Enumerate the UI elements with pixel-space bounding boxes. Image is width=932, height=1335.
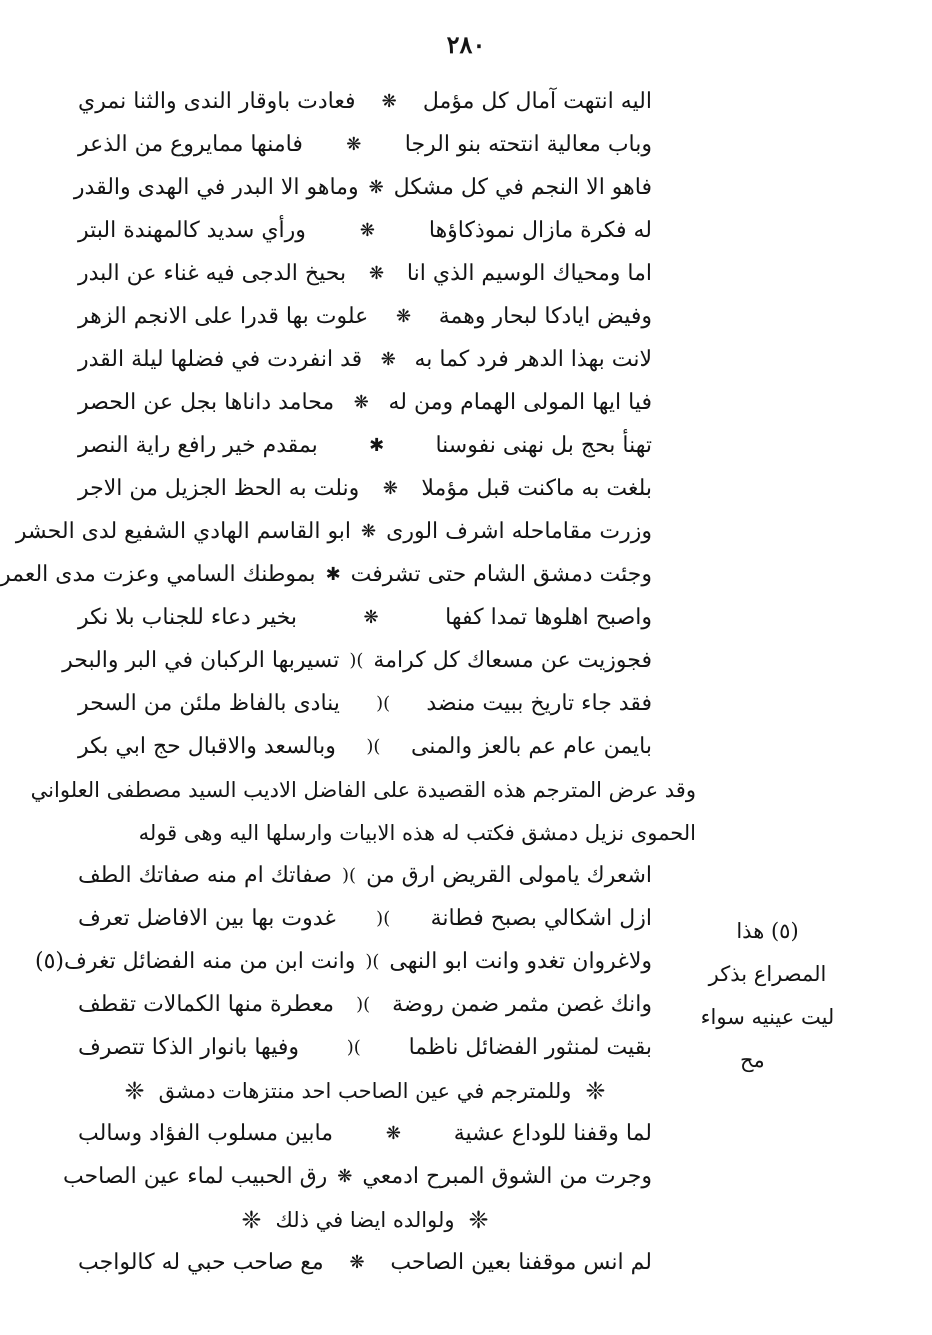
verse-first-hemistich: فاهو الا النجم في كل مشكل (393, 175, 652, 200)
verse-separator: ❋ (385, 1123, 401, 1144)
verse-line (70, 725, 660, 768)
margin-note-line: ليت عينيه سواء (700, 1005, 835, 1029)
verse-second-hemistich: قد انفردت في فضلها ليلة القدر (78, 347, 363, 372)
section-heading (70, 1198, 660, 1241)
verse-separator: )( (376, 693, 391, 714)
verse-second-hemistich: وبالسعد والاقبال حج ابي بكر (78, 734, 336, 759)
verse-second-hemistich: بحيخ الدجى فيه غناء عن البدر (78, 261, 347, 286)
prose-text: وقد عرض المترجم هذه القصيدة على الفاضل الاديب السيد مصطفى العلواني (30, 777, 696, 802)
verse-line (70, 596, 660, 639)
verse-first-hemistich: له فكرة مازال نموذكاؤها (428, 218, 652, 243)
verse-separator: )( (376, 908, 391, 929)
verse-line (35, 940, 660, 983)
verse-second-hemistich: مع صاحب حبي له كالواجب (78, 1250, 324, 1275)
verse-first-hemistich: فقد جاء تاريخ ببيت منضد (426, 691, 652, 716)
verse-separator: ❋ (349, 1252, 365, 1273)
verse-first-hemistich: وزرت مقاماحله اشرف الورى (386, 519, 652, 544)
verse-second-hemistich: غدوت بها بين الافاضل تعرف (78, 906, 336, 931)
verse-first-hemistich: اشعرك يامولى القريض ارق من (366, 863, 652, 888)
verse-separator: ❋ (363, 607, 379, 628)
ornament-icon: ❈ (468, 1205, 489, 1234)
verse-separator: ✱ (369, 435, 385, 456)
verse-first-hemistich: اليه انتهت آمال كل مؤمل (422, 89, 652, 114)
verse-second-hemistich: وانت ابن من منه الفضائل تغرف(٥) (35, 949, 356, 974)
verse-line (70, 854, 660, 897)
verse-separator: )( (365, 951, 380, 972)
verse-line (70, 1241, 660, 1284)
verse-separator: ❋ (381, 91, 397, 112)
verse-line (70, 209, 660, 252)
verse-separator: ❋ (337, 1166, 353, 1187)
verse-separator: ❋ (353, 392, 369, 413)
verse-line (15, 510, 660, 553)
margin-note-line: المصراع بذكر (708, 962, 827, 986)
verse-second-hemistich: فعادت باوقار الندى والثنا نمري (78, 89, 356, 114)
prose-line (22, 768, 700, 811)
verse-second-hemistich: ابو القاسم الهادي الشفيع لدى الحشر (15, 519, 352, 544)
verse-line (70, 1112, 660, 1155)
verse-line (70, 295, 660, 338)
verse-line (70, 1026, 660, 1069)
verse-second-hemistich: ورأي سديد كالمهندة البتر (78, 218, 306, 243)
verse-second-hemistich: تسيربها الركبان في البر والبحر (62, 648, 340, 673)
verse-first-hemistich: ولاغروان تغدو وانت ابو النهى (389, 949, 652, 974)
verse-second-hemistich: بخير دعاء للجناب بلا نكر (78, 605, 297, 630)
verse-second-hemistich: وفيها بانوار الذكا تتصرف (78, 1035, 299, 1060)
verse-first-hemistich: لما وقفنا للوداع عشية (453, 1121, 652, 1146)
verse-second-hemistich: صفاتك ام منه صفاتك الطف (78, 863, 332, 888)
verse-second-hemistich: معطرة منها الكمالات تقطف (78, 992, 335, 1017)
verse-separator: ❋ (368, 263, 385, 284)
verse-second-hemistich: مابين مسلوب الفؤاد وسالب (78, 1121, 334, 1146)
verse-second-hemistich: ونلت به الحظ الجزيل من الاجر (78, 476, 360, 501)
verse-first-hemistich: واصبح اهلوها تمدا كفها (445, 605, 652, 630)
ornament-icon: ❈ (585, 1076, 606, 1105)
verse-separator: )( (356, 994, 371, 1015)
verse-line (62, 639, 660, 682)
verse-second-hemistich: وماهو الا البدر في الهدى والقدر (73, 175, 359, 200)
margin-note-signature: مح (740, 1048, 765, 1072)
verse-first-hemistich: وانك غصن مثمر ضمن روضة (392, 992, 652, 1017)
verse-separator: ❋ (361, 521, 377, 542)
verse-separator: ✱ (325, 564, 341, 585)
verse-first-hemistich: وفيض ايادكا لبحار وهمة (438, 304, 652, 329)
heading-text: ولوالده ايضا في ذلك (275, 1207, 455, 1232)
verse-line (62, 1155, 660, 1198)
margin-note (700, 910, 835, 1082)
margin-note-line: (٥) هذا (736, 919, 799, 943)
verse-first-hemistich: لانت بهذا الدهر فرد كما به (414, 347, 652, 372)
verse-first-hemistich: فيا ايها المولى الهمام ومن له (388, 390, 652, 415)
verse-separator: )( (366, 736, 381, 757)
verse-first-hemistich: وباب معالية انتحته بنو الرجا (404, 132, 652, 157)
verse-separator: ❋ (380, 349, 396, 370)
verse-separator: ❋ (346, 134, 362, 155)
verse-first-hemistich: وجرت من الشوق المبرح ادمعي (362, 1164, 652, 1189)
verse-first-hemistich: بلغت به ماكنت قبل مؤملا (421, 476, 652, 501)
verse-second-hemistich: محامد داناها بجل عن الحصر (78, 390, 335, 415)
verse-line (70, 80, 660, 123)
page-number: ٢٨٠ (446, 30, 486, 59)
verse-first-hemistich: بقيت لمنثور الفضائل ناظما (408, 1035, 652, 1060)
verse-line (70, 897, 660, 940)
verse-line (70, 381, 660, 424)
verse-separator: ❋ (359, 220, 375, 241)
verse-second-hemistich: بمقدم خير رافع راية النصر (78, 433, 318, 458)
verse-line (70, 682, 660, 725)
verse-second-hemistich: بموطنك السامي وعزت مدى العمر (0, 562, 316, 587)
verse-separator: )( (341, 865, 357, 886)
main-text (0, 80, 696, 1284)
verse-line (70, 424, 660, 467)
verse-separator: )( (346, 1037, 361, 1058)
verse-separator: ❋ (395, 306, 412, 327)
prose-text: الحموى نزيل دمشق فكتب له هذه الابيات وارسلها اليه وهى قوله (138, 820, 696, 845)
section-heading (70, 1069, 660, 1112)
verse-line (70, 252, 660, 295)
verse-line (0, 553, 660, 596)
ornament-icon: ❈ (124, 1076, 145, 1105)
verse-second-hemistich: ينادى بالفاظ ملئن من السحر (78, 691, 340, 716)
verse-first-hemistich: تهنأ بحج بل نهنى نفوسنا (435, 433, 652, 458)
prose-line (22, 811, 700, 854)
verse-second-hemistich: فامنها ممايروع من الذعر (78, 132, 303, 157)
verse-first-hemistich: ازل اشكالي بصبح فطانة (430, 906, 652, 931)
verse-line (70, 983, 660, 1026)
verse-first-hemistich: اما ومحياك الوسيم الذي انا (406, 261, 652, 286)
verse-second-hemistich: علوت بها قدرا على الانجم الزهر (78, 304, 369, 329)
verse-separator: )( (349, 650, 364, 671)
verse-separator: ❋ (382, 478, 398, 499)
verse-first-hemistich: وجئت دمشق الشام حتى تشرفت (350, 562, 652, 587)
verse-first-hemistich: فجوزيت عن مسعاك كل كرامة (373, 648, 652, 673)
ornament-icon: ❈ (241, 1205, 262, 1234)
verse-line (70, 467, 660, 510)
heading-text: وللمترجم في عين الصاحب احد منتزهات دمشق (158, 1078, 572, 1103)
verse-line (70, 338, 660, 381)
verse-first-hemistich: لم انس موقفنا بعين الصاحب (390, 1250, 652, 1275)
verse-first-hemistich: بايمن عام عم بالعز والمنى (410, 734, 652, 759)
verse-second-hemistich: رق الحبيب لماء عين الصاحب (62, 1164, 328, 1189)
verse-line (70, 123, 660, 166)
verse-separator: ❋ (368, 177, 384, 198)
verse-line (70, 166, 660, 209)
